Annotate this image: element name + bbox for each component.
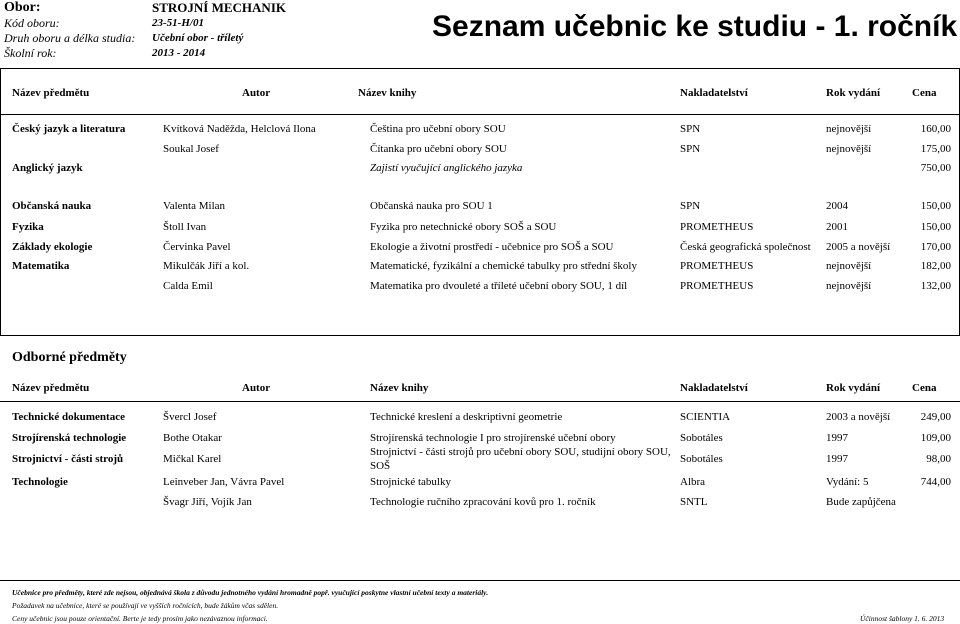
footer-note-2: Požadavek na učebnice, které se používají ve vyšších ročnících, bude žákům včas sdělen.	[12, 601, 279, 610]
row-2-book-line2: SOŠ	[370, 460, 391, 472]
row-4-book: Technologie ručního zpracování kovů pro 1. ročník	[370, 496, 596, 508]
row-0-subject: Český jazyk a literatura	[12, 123, 126, 135]
row-6-year: nejnovější	[826, 260, 872, 272]
row-3-author: Valenta Milan	[163, 200, 226, 212]
row-3-year: 2004	[826, 200, 848, 212]
row-5-year: 2005 a novější	[826, 241, 891, 253]
row-3-book: Strojnické tabulky	[370, 476, 451, 488]
row-5-price: 170,00	[920, 241, 951, 253]
row-2-subject: Anglický jazyk	[12, 162, 83, 174]
row-0-price: 160,00	[920, 123, 951, 135]
row-4-publisher: SNTL	[680, 496, 708, 508]
row-1-book: Strojírenská technologie I pro strojírenské učební obory	[370, 432, 616, 444]
col-header-publisher-2: Nakladatelství	[680, 382, 748, 394]
row-0-author: Švercl Josef	[163, 411, 217, 423]
row-1-subject: Strojírenská technologie	[12, 432, 127, 444]
field-label-rok: Školní rok:	[4, 46, 57, 60]
header-separator-2	[0, 401, 960, 402]
row-6-author: Mikulčák Jiří a kol.	[163, 260, 250, 272]
col-header-year: Rok vydání	[826, 87, 881, 99]
row-1-price: 175,00	[920, 143, 951, 155]
row-0-author: Kvítková Naděžda, Helclová Ilona	[163, 123, 316, 135]
row-2-subject: Strojnictví - části strojů	[12, 453, 124, 465]
row-1-year: 1997	[826, 432, 848, 444]
row-3-book: Občanská nauka pro SOU 1	[370, 200, 493, 212]
col-header-author-2: Autor	[242, 382, 271, 394]
row-3-publisher: SPN	[680, 200, 701, 212]
field-value-kod: 23-51-H/01	[152, 17, 204, 29]
row-2-price: 98,00	[926, 453, 951, 465]
row-4-publisher: PROMETHEUS	[680, 221, 754, 233]
row-7-year: nejnovější	[826, 280, 872, 292]
row-4-author: Štoll Ivan	[163, 221, 207, 233]
footer-separator	[0, 580, 960, 581]
row-4-book: Fyzika pro netechnické obory SOŠ a SOU	[370, 221, 557, 233]
field-label-kod: Kód oboru:	[4, 16, 60, 30]
col-header-book-2: Název knihy	[370, 382, 429, 394]
table-border-top	[0, 68, 960, 69]
row-0-book: Technické kreslení a deskriptivní geometrie	[370, 411, 563, 423]
row-7-book: Matematika pro dvouleté a tříleté učební obory SOU, 1 díl	[370, 280, 628, 292]
footer-note-3: Ceny učebnic jsou pouze orientační. Berte je tedy prosím jako nezávaznou informaci.	[12, 614, 268, 623]
col-header-year-2: Rok vydání	[826, 382, 881, 394]
table-border-bottom	[0, 335, 960, 336]
row-6-price: 182,00	[920, 260, 951, 272]
row-1-publisher: SPN	[680, 143, 701, 155]
row-6-subject: Matematika	[12, 260, 70, 272]
row-3-author: Leinveber Jan, Vávra Pavel	[163, 476, 285, 488]
row-3-subject: Technologie	[12, 476, 68, 488]
row-1-publisher: Sobotáles	[680, 432, 723, 444]
row-3-subject: Občanská nauka	[12, 200, 92, 212]
row-0-publisher: SPN	[680, 123, 701, 135]
field-label-obor: Obor:	[4, 0, 41, 15]
row-7-publisher: PROMETHEUS	[680, 280, 754, 292]
row-0-year: 2003 a novější	[826, 411, 891, 423]
field-value-rok: 2013 - 2014	[152, 47, 206, 59]
section-title-odborne: Odborné předměty	[12, 350, 127, 365]
row-4-price: 150,00	[920, 221, 951, 233]
col-header-price-2: Cena	[912, 382, 937, 394]
footer-validity: Účinnost šablony 1. 6. 2013	[860, 614, 945, 623]
row-3-year: Vydání: 5	[826, 476, 869, 488]
row-4-year: Bude zapůjčena	[826, 496, 896, 508]
col-header-price: Cena	[912, 87, 937, 99]
row-7-author: Calda Emil	[163, 280, 213, 292]
row-1-year: nejnovější	[826, 143, 872, 155]
row-3-publisher: Albra	[680, 476, 706, 488]
row-4-subject: Fyzika	[12, 221, 44, 233]
col-header-subject-2: Název předmětu	[12, 382, 90, 394]
row-1-book: Čítanka pro učební obory SOU	[370, 143, 507, 155]
row-1-author: Soukal Josef	[163, 143, 219, 155]
row-5-subject: Základy ekologie	[12, 241, 93, 253]
row-2-book: Strojnictví - části strojů pro učební obory SOU, studijní obory SOU,	[370, 446, 671, 458]
row-4-author: Švagr Jiří, Vojík Jan	[163, 496, 252, 508]
col-header-publisher: Nakladatelství	[680, 87, 748, 99]
row-1-price: 109,00	[920, 432, 951, 444]
row-5-author: Červinka Pavel	[163, 241, 231, 253]
row-6-book: Matematické, fyzikální a chemické tabulky pro střední školy	[370, 260, 637, 272]
row-2-book: Zajistí vyučující anglického jazyka	[370, 162, 523, 174]
field-value-obor: STROJNÍ MECHANIK	[152, 0, 286, 15]
row-4-year: 2001	[826, 221, 848, 233]
header-separator	[0, 114, 960, 115]
row-2-author: Mičkal Karel	[163, 453, 222, 465]
row-7-price: 132,00	[920, 280, 951, 292]
row-5-book: Ekologie a životní prostředí - učebnice pro SOŠ a SOU	[370, 241, 614, 253]
row-5-publisher: Česká geografická společnost	[680, 241, 811, 253]
col-header-book: Název knihy	[358, 87, 417, 99]
row-2-price: 750,00	[920, 162, 951, 174]
row-1-author: Bothe Otakar	[163, 432, 222, 444]
page-title: Seznam učebnic ke studiu - 1. ročník	[432, 10, 958, 43]
row-0-book: Čeština pro učební obory SOU	[370, 123, 506, 135]
row-2-year: 1997	[826, 453, 848, 465]
field-value-druh: Učební obor - tříletý	[152, 32, 244, 44]
row-3-price: 744,00	[920, 476, 951, 488]
row-3-price: 150,00	[920, 200, 951, 212]
footer-note-1: Učebnice pro předměty, které zde nejsou, objednává škola z důvodu jednotného vydání hromadně popř. vyučující poskytne vlastní učební texty a materiály.	[12, 588, 489, 597]
row-0-year: nejnovější	[826, 123, 872, 135]
row-0-publisher: SCIENTIA	[680, 411, 731, 423]
table-border-left	[0, 68, 1, 335]
row-0-subject: Technické dokumentace	[12, 411, 125, 423]
row-6-publisher: PROMETHEUS	[680, 260, 754, 272]
field-label-druh: Druh oboru a délka studia:	[4, 31, 136, 45]
col-header-subject: Název předmětu	[12, 87, 90, 99]
row-2-publisher: Sobotáles	[680, 453, 723, 465]
col-header-author: Autor	[242, 87, 271, 99]
row-0-price: 249,00	[920, 411, 951, 423]
